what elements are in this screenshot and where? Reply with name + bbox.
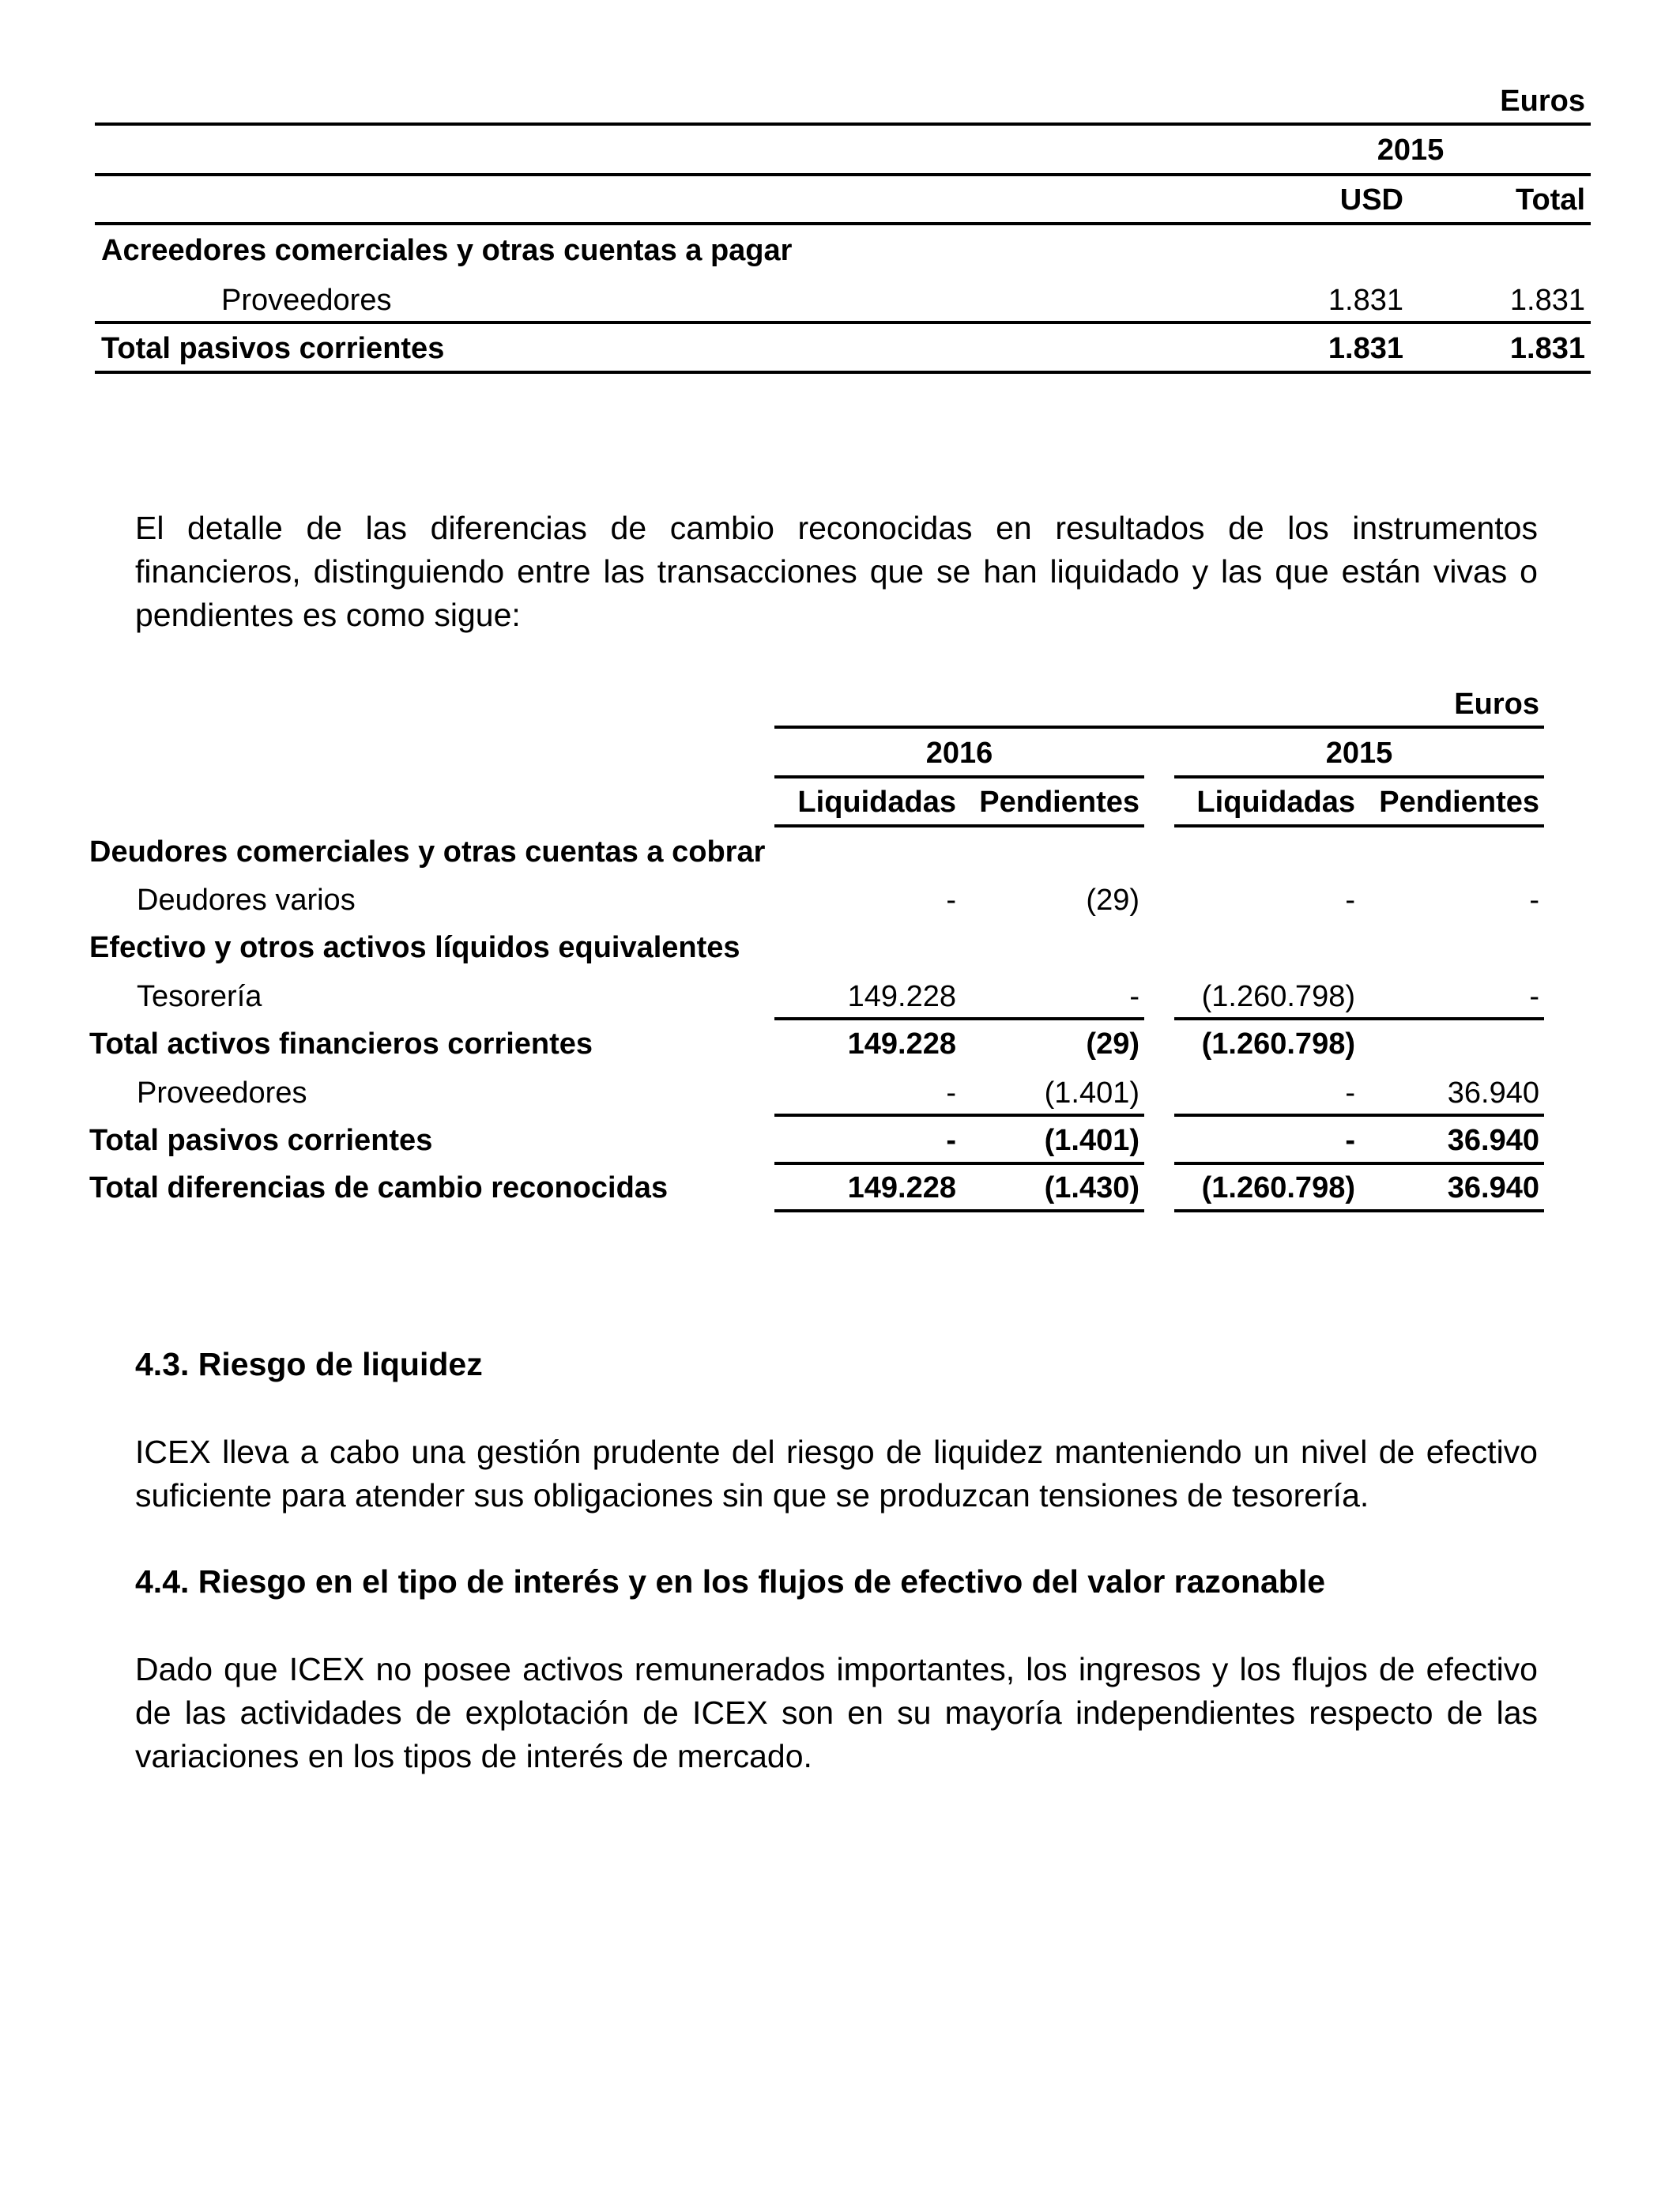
table-cell: -: [946, 1124, 956, 1157]
unit-label: Euros: [1454, 688, 1539, 721]
table-cell: 149.228: [847, 980, 956, 1013]
divider: [1174, 824, 1544, 827]
column-header-pendientes-2015: Pendientes: [1379, 786, 1539, 819]
table-cell: (29): [1086, 884, 1139, 917]
table-cell: -: [1529, 884, 1539, 917]
divider: [1174, 1017, 1544, 1020]
total-label: Total pasivos corrientes: [101, 332, 445, 365]
row-label: Proveedores: [221, 284, 392, 317]
table-cell: (1.401): [1044, 1124, 1139, 1157]
column-header-total: Total: [1516, 183, 1585, 217]
table-row-label: Total pasivos corrientes: [89, 1124, 433, 1157]
divider: [1174, 775, 1544, 778]
section-label: Acreedores comerciales y otras cuentas a pagar: [101, 234, 793, 267]
table-row-label: Tesorería: [137, 980, 262, 1013]
divider: [774, 775, 1144, 778]
table-row-label: Deudores varios: [137, 884, 356, 917]
total-value-total: 1.831: [1509, 332, 1585, 365]
divider: [774, 824, 1144, 827]
column-header-liquidadas-2015: Liquidadas: [1196, 786, 1355, 819]
table-cell: -: [1345, 884, 1355, 917]
divider: [95, 321, 1591, 324]
table-cell: -: [1529, 980, 1539, 1013]
table-cell: (29): [1086, 1027, 1139, 1061]
divider: [95, 173, 1591, 176]
divider: [95, 222, 1591, 225]
table-cell: -: [1345, 1124, 1355, 1157]
table-cell: 36.940: [1447, 1171, 1539, 1204]
table-row-label: Proveedores: [137, 1076, 307, 1110]
table-cell: (1.260.798): [1201, 980, 1355, 1013]
table-row-label: Total diferencias de cambio reconocidas: [89, 1171, 669, 1204]
section-heading-tipo-interes: 4.4. Riesgo en el tipo de interés y en los flujos de efectivo del valor razonable: [135, 1563, 1326, 1600]
table-row-label: Total activos financieros corrientes: [89, 1027, 593, 1061]
divider: [95, 371, 1591, 374]
section-heading-liquidez: 4.3. Riesgo de liquidez: [135, 1346, 483, 1382]
table-cell: -: [1129, 980, 1139, 1013]
table-cell: (1.260.798): [1201, 1171, 1355, 1204]
table-cell: -: [946, 884, 956, 917]
table-cell: (1.401): [1044, 1076, 1139, 1110]
divider: [774, 1162, 1144, 1165]
divider: [1174, 1162, 1544, 1165]
table-cell: 149.228: [847, 1171, 956, 1204]
table-cell: 36.940: [1447, 1076, 1539, 1110]
column-header-liquidadas-2016: Liquidadas: [797, 786, 956, 819]
total-value-usd: 1.831: [1328, 332, 1403, 365]
row-value-usd: 1.831: [1328, 284, 1403, 317]
divider: [1174, 1114, 1544, 1117]
table-cell: (1.430): [1044, 1171, 1139, 1204]
column-header-usd: USD: [1339, 183, 1403, 217]
divider: [95, 123, 1591, 126]
section-paragraph-liquidez: ICEX lleva a cabo una gestión prudente del riesgo de liquidez manteniendo un nivel de efectivo suficiente para atender sus obligaciones sin que se produzcan tensiones de tesorería.: [135, 1434, 1538, 1514]
divider: [1174, 1209, 1544, 1212]
table-row-label: Deudores comerciales y otras cuentas a cobrar: [89, 835, 766, 869]
unit-label: Euros: [1500, 85, 1585, 118]
year-header: 2015: [1377, 134, 1445, 167]
divider: [774, 1017, 1144, 1020]
intro-paragraph: El detalle de las diferencias de cambio reconocidas en resultados de los instrumentos financieros, distinguiendo entre las transacciones que se han liquidado y las que están vivas o pendientes es como sigue:: [135, 510, 1538, 633]
section-paragraph-tipo-interes: Dado que ICEX no posee activos remunerados importantes, los ingresos y los flujos de efectivo de las actividades de explotación de ICEX son en su mayoría independientes respecto de las variaciones en los tipos de interés de mercado.: [135, 1651, 1538, 1774]
table-cell: 36.940: [1447, 1124, 1539, 1157]
divider: [774, 726, 1544, 729]
table-cell: -: [1345, 1076, 1355, 1110]
table-cell: 149.228: [847, 1027, 956, 1061]
divider: [774, 1209, 1144, 1212]
column-header-pendientes-2016: Pendientes: [979, 786, 1139, 819]
row-value-total: 1.831: [1509, 284, 1585, 317]
divider: [774, 1114, 1144, 1117]
year-header-2016: 2016: [925, 737, 993, 770]
year-header-2015: 2015: [1325, 737, 1393, 770]
table-cell: -: [946, 1076, 956, 1110]
table-row-label: Efectivo y otros activos líquidos equivalentes: [89, 931, 740, 964]
table-cell: (1.260.798): [1201, 1027, 1355, 1061]
